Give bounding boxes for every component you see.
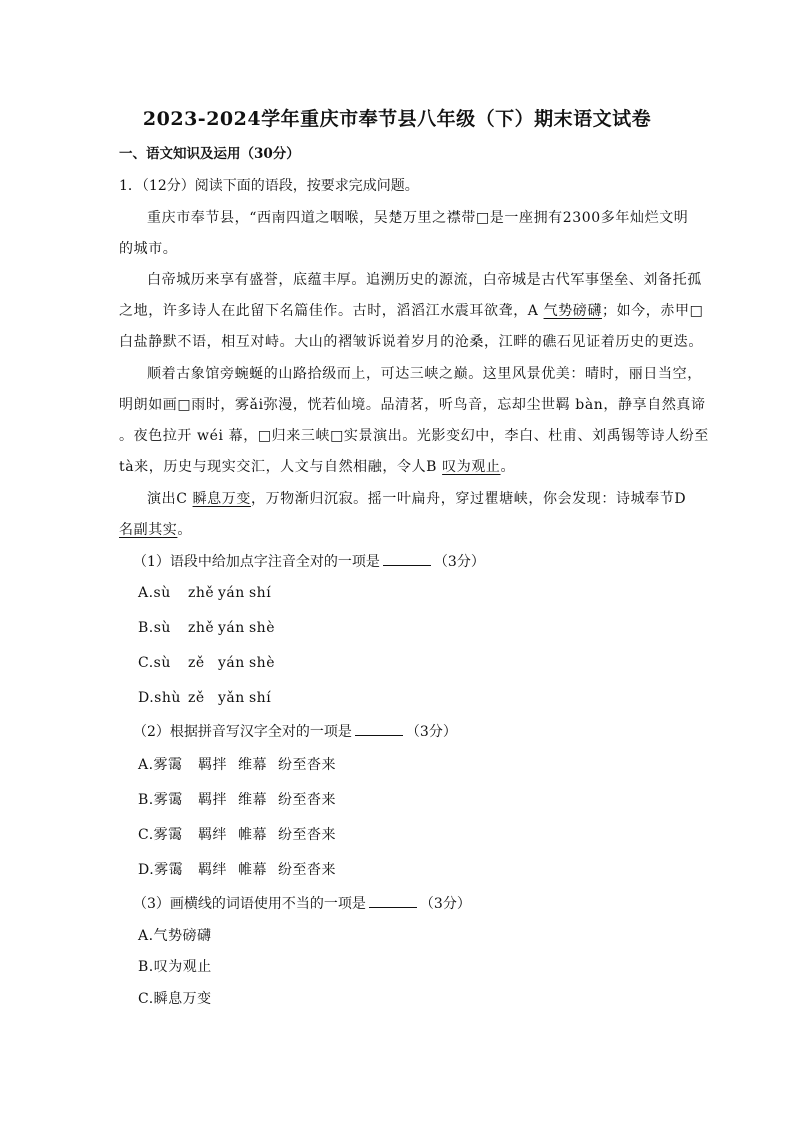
passage-line: tà来，历史与现实交汇，人文与自然相融，令人B 叹为观止。 xyxy=(119,459,516,475)
passage-line: 名副其实。 xyxy=(119,522,193,538)
option-row: B.雾霭 羁拌 维幕 纷至沓来 xyxy=(138,792,336,808)
option-row: B.叹为观止 xyxy=(138,959,212,975)
exam-title: 2023-2024学年重庆市奉节县八年级（下）期末语文试卷 xyxy=(142,108,652,130)
sub-question-2: （2）根据拼音写汉字全对的一项是 （3分） xyxy=(133,721,457,741)
passage-line: 明朗如画□雨时，雾ǎi弥漫，恍若仙境。品清茗，听鸟音，忘却尘世羁 bàn，静享自然真谛 xyxy=(119,397,706,413)
passage-line: 重庆市奉节县，“西南四道之咽喉，吴楚万里之襟带□是一座拥有2300多年灿烂文明 xyxy=(147,210,689,226)
underlined-phrase-b: 叹为观止 xyxy=(442,459,501,475)
passage-line: 白盐静默不语，相互对峙。大山的褶皱诉说着岁月的沧桑，江畔的礁石见证着历史的更迭。 xyxy=(119,334,703,350)
option-row: A.雾霭 羁拌 维幕 纷至沓来 xyxy=(138,757,336,773)
answer-blank[interactable] xyxy=(383,551,431,566)
answer-blank[interactable] xyxy=(355,721,403,736)
underlined-phrase-d: 名副其实 xyxy=(119,522,178,538)
sub-question-3: （3）画横线的词语使用不当的一项是 （3分） xyxy=(133,893,471,913)
underlined-phrase-a: 气势磅礴 xyxy=(543,303,602,319)
option-row: B.sù zhě yán shè xyxy=(138,620,275,636)
section-heading: 一、语文知识及运用（30分） xyxy=(119,146,300,162)
option-row: C.雾霭 羁绊 帷幕 纷至沓来 xyxy=(138,827,336,843)
answer-blank[interactable] xyxy=(369,893,417,908)
passage-line: 。夜色拉开 wéi 幕，□归来三峡□实景演出。光影变幻中，李白、杜甫、刘禹锡等诗人纷至 xyxy=(119,428,709,444)
passage-line: 的城市。 xyxy=(119,241,178,257)
sub-question-1: （1）语段中给加点字注音全对的一项是 （3分） xyxy=(133,551,485,571)
option-row: C.瞬息万变 xyxy=(138,991,212,1007)
option-row: C.sù zě yán shè xyxy=(138,655,275,671)
passage-line: 演出C 瞬息万变，万物渐归沉寂。摇一叶扁舟，穿过瞿塘峡，你会发现：诗城奉节D xyxy=(147,491,687,507)
underlined-phrase-c: 瞬息万变 xyxy=(192,491,251,507)
option-row: D.shù zě yǎn shí xyxy=(138,690,272,706)
option-row: A.sù zhě yán shí xyxy=(138,585,272,601)
option-row: A.气势磅礴 xyxy=(138,928,212,944)
passage-line: 顺着古象馆旁蜿蜒的山路拾级而上，可达三峡之巅。这里风景优美：晴时，丽日当空， xyxy=(147,366,702,382)
passage-line: 之地，许多诗人在此留下名篇佳作。古时，滔滔江水震耳欲聋，A 气势磅礴；如今，赤甲□ xyxy=(119,303,704,319)
passage-line: 白帝城历来享有盛誉，底蕴丰厚。追溯历史的源流，白帝城是古代军事堡垒、刘备托孤 xyxy=(147,272,702,288)
question-1-stem: 1．（12分）阅读下面的语段，按要求完成问题。 xyxy=(119,178,419,194)
option-row: D.雾霭 羁绊 帷幕 纷至沓来 xyxy=(138,862,336,878)
